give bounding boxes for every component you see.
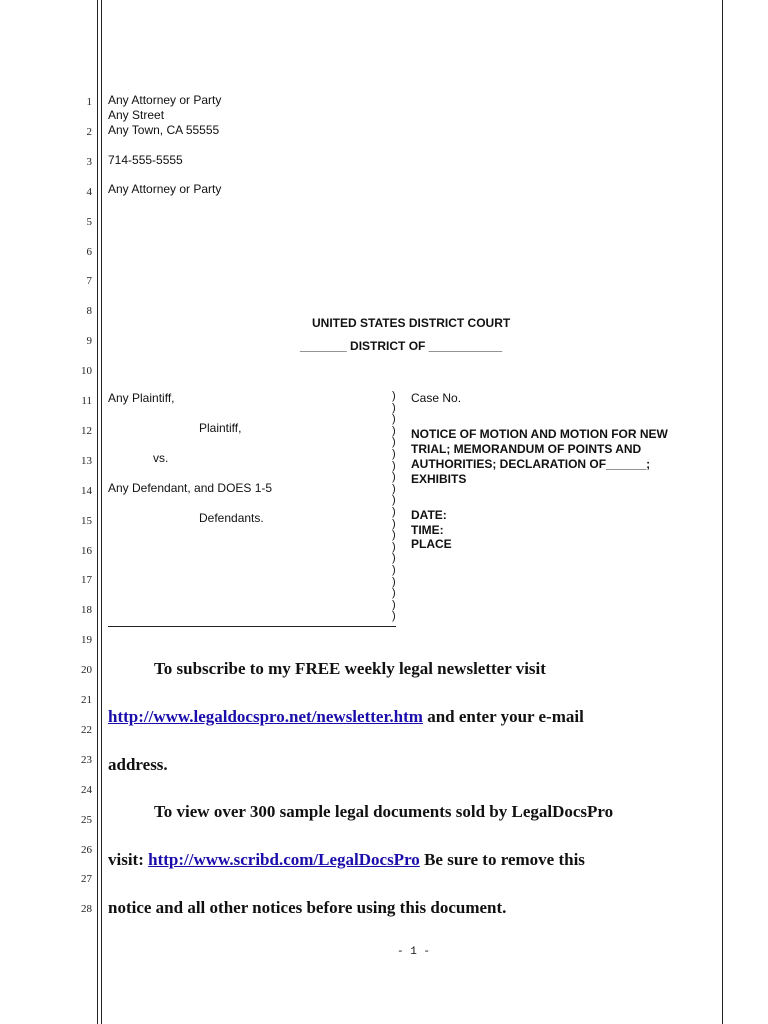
hearing-time: TIME: [411,523,444,537]
samples-text-line-1: To view over 300 sample legal documents sold by LegalDocsPro [154,802,614,821]
court-name: UNITED STATES DISTRICT COURT [312,316,511,330]
line-number: 6 [86,245,92,258]
line-number: 1 [86,96,92,108]
left-margin-rule-outer [97,0,98,1024]
line-number: 9 [86,335,92,348]
line-number: 24 [81,783,92,796]
line-number: 18 [81,604,92,617]
document-title-line-4: EXHIBITS [411,472,467,486]
plaintiff-label: Plaintiff, [199,421,242,435]
case-number: Case No. [411,391,462,405]
line-number: 21 [81,694,92,706]
newsletter-text-line-2 [108,707,584,727]
line-number: 28 [81,903,92,916]
newsletter-text-line-2-rest: and enter your e-mail [422,707,584,726]
line-number: 13 [81,454,92,467]
line-number: 12 [81,424,92,437]
document-title-line-1: NOTICE OF MOTION AND MOTION FOR NEW [411,427,668,441]
samples-text-prefix: visit: [108,850,149,869]
line-number: 16 [81,544,92,557]
line-number: 14 [81,484,92,497]
line-number: 23 [81,753,92,766]
attorney-phone: 714-555-5555 [108,153,183,167]
line-number: 4 [86,185,92,198]
attorney-name: Any Attorney or Party [108,93,222,107]
attorney-city: Any Town, CA 55555 [108,123,220,137]
line-number: 25 [81,813,92,826]
document-title-line-3: AUTHORITIES; DECLARATION OF______; [411,457,651,471]
line-number: 7 [86,275,92,288]
samples-text-line-2 [108,850,585,870]
caption-bottom-rule [108,626,396,627]
line-number: 20 [81,664,92,677]
line-number: 2 [86,125,92,138]
defendant-name: Any Defendant, and DOES 1-5 [108,481,273,495]
right-margin-rule [722,0,723,1024]
document-title-line-2: TRIAL; MEMORANDUM OF POINTS AND [411,442,642,456]
plaintiff-name: Any Plaintiff, [108,391,175,405]
hearing-place: PLACE [411,537,452,551]
samples-text-suffix: Be sure to remove this [419,850,585,869]
line-number: 5 [86,215,92,228]
attorney-street: Any Street [108,108,165,122]
newsletter-text-line-1: To subscribe to my FREE weekly legal newsletter visit [154,659,546,678]
line-number: 27 [81,873,92,886]
versus-label: vs. [153,451,169,465]
caption-parenthesis-column: ) ) ) ) ) ) ) ) ) ) ) ) ) ) ) ) ) ) ) ) [392,390,396,623]
attorney-for: Any Attorney or Party [108,182,222,196]
scribd-link[interactable]: http://www.scribd.com/LegalDocsPro [148,850,420,869]
line-number: 22 [81,723,92,736]
line-number: 8 [86,305,92,318]
line-number: 15 [81,514,92,527]
line-number: 10 [81,365,92,378]
samples-text-line-3: notice and all other notices before using this document. [108,898,507,917]
newsletter-link[interactable]: http://www.legaldocspro.net/newsletter.htm [108,707,423,726]
line-number: 19 [81,634,92,647]
line-number: 11 [81,395,92,407]
line-number: 17 [81,574,92,587]
newsletter-text-line-3: address. [108,755,168,774]
defendant-label: Defendants. [199,511,264,525]
left-margin-rule-inner [101,0,102,1024]
hearing-date: DATE: [411,508,447,522]
page-number: - 1 - [397,946,431,958]
line-number: 3 [86,155,92,168]
court-district: _______ DISTRICT OF ___________ [300,339,503,353]
line-number: 26 [81,843,92,856]
